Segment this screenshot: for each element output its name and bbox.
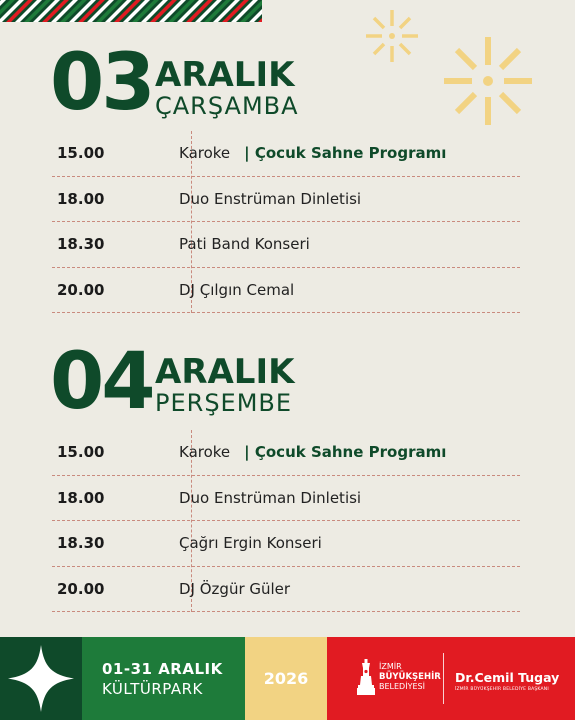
footer-brand-panel — [327, 637, 575, 720]
mayor-title: İZMİR BÜYÜKŞEHİR BELEDİYE BAŞKANI — [455, 687, 549, 692]
event-name: Duo Enstrüman Dinletisi — [179, 488, 362, 507]
four-point-star-icon — [0, 637, 82, 720]
event-time: 18.00 — [57, 189, 105, 208]
schedule-row — [52, 131, 520, 177]
event-time: 18.30 — [57, 235, 105, 254]
footer-banner — [0, 637, 575, 720]
schedule-row — [52, 430, 520, 476]
day-number: 03 — [50, 38, 153, 128]
schedule-row — [52, 567, 520, 613]
weekday-label: ÇARŞAMBA — [155, 92, 299, 120]
top-stripe-decoration — [0, 0, 262, 22]
izmir-municipality-logo — [357, 659, 441, 695]
izmir-line3: BELEDİYESİ — [379, 682, 425, 692]
event-name: Duo Enstrüman Dinletisi — [179, 189, 362, 208]
day-number: 04 — [50, 337, 153, 427]
clock-tower-icon — [357, 659, 375, 695]
small-sparkle-icon — [364, 8, 420, 68]
footer-star-panel — [0, 637, 82, 720]
month-label: ARALIK — [155, 352, 295, 392]
footer-year-panel — [245, 637, 327, 720]
schedule-row — [52, 521, 520, 567]
month-label: ARALIK — [155, 55, 295, 95]
event-time: 15.00 — [57, 443, 105, 462]
footer-dates-panel — [82, 637, 245, 720]
schedule-table — [52, 131, 520, 313]
izmir-line2: BÜYÜKŞEHİR — [379, 671, 441, 682]
date-range: 01-31 ARALIK — [102, 659, 223, 678]
event-name: Pati Band Konseri — [179, 235, 310, 254]
mayor-signature-logo — [455, 670, 559, 692]
schedule-table — [52, 430, 520, 612]
event-time: 15.00 — [57, 144, 105, 163]
event-name: DJ Özgür Güler — [179, 579, 291, 598]
schedule-row — [52, 222, 520, 268]
event-name: Çağrı Ergin Konseri — [179, 534, 322, 553]
schedule-row — [52, 268, 520, 314]
schedule-row — [52, 476, 520, 522]
event-time: 20.00 — [57, 579, 105, 598]
event-program: | Çocuk Sahne Programı — [244, 443, 447, 462]
event-time: 18.00 — [57, 488, 105, 507]
event-name: Karoke — [179, 144, 231, 163]
event-program: | Çocuk Sahne Programı — [244, 144, 447, 163]
year-label: 2026 — [263, 669, 309, 688]
izmir-line1: İZMİR — [379, 661, 402, 671]
event-name: DJ Çılgın Cemal — [179, 280, 295, 299]
mayor-name: Dr.Cemil Tugay — [455, 670, 560, 685]
event-name: Karoke — [179, 443, 231, 462]
logo-divider — [443, 653, 444, 704]
event-time: 18.30 — [57, 534, 105, 553]
day-title — [155, 55, 299, 120]
event-time: 20.00 — [57, 280, 105, 299]
weekday-label: PERŞEMBE — [155, 389, 293, 417]
large-sparkle-icon — [443, 36, 533, 130]
venue: KÜLTÜRPARK — [102, 679, 203, 698]
day-title — [155, 352, 295, 417]
schedule-row — [52, 177, 520, 223]
